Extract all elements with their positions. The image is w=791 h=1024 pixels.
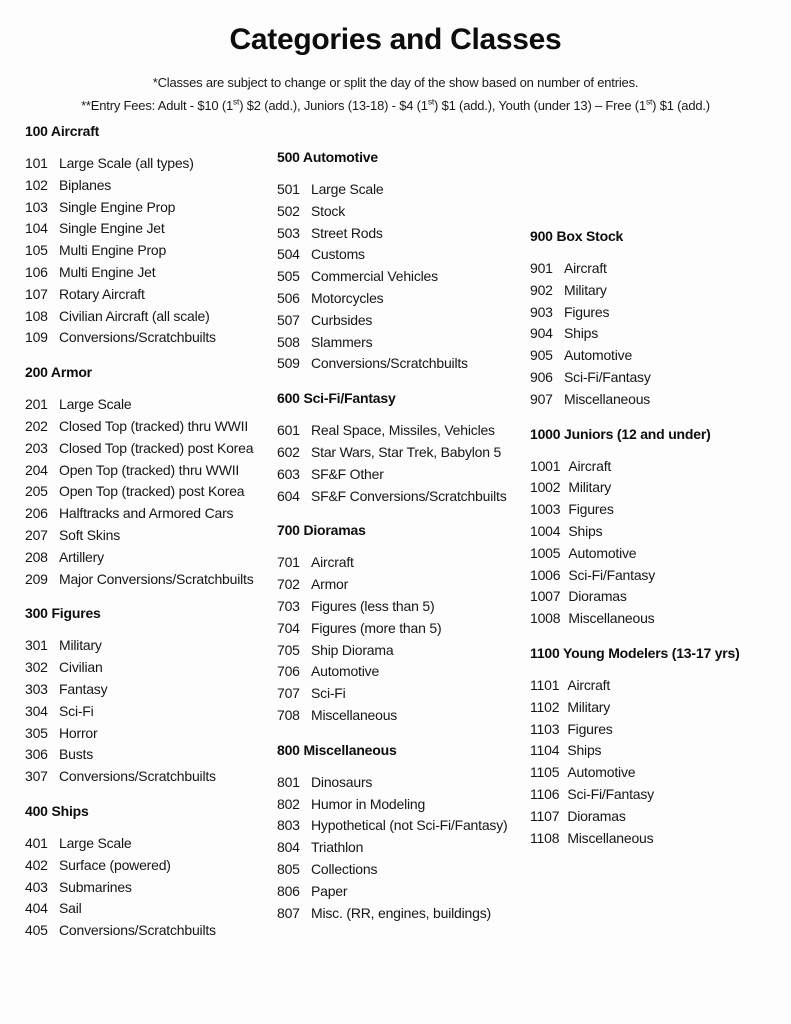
class-label: Open Top (tracked) thru WWII	[59, 461, 240, 478]
class-row	[277, 353, 530, 375]
class-label: Paper	[311, 882, 348, 899]
class-row	[25, 657, 277, 679]
class-label: Multi Engine Prop	[59, 242, 167, 259]
fee-text-segment: ) $2 (add.), Juniors (13-18) - $4 (1	[239, 98, 428, 113]
class-row	[25, 240, 277, 262]
class-row	[25, 153, 277, 175]
class-label: Real Space, Missiles, Vehicles	[311, 422, 495, 439]
class-number: 104	[25, 220, 48, 237]
class-number: 1003	[530, 501, 561, 518]
class-label: Single Engine Prop	[59, 198, 176, 215]
class-label: Sci-Fi	[311, 685, 346, 702]
class-label: Sci-Fi/Fantasy	[564, 368, 651, 385]
class-label: Military	[564, 281, 607, 298]
class-number: 706	[277, 663, 300, 680]
class-label: Armor	[311, 576, 349, 593]
class-number: 1001	[530, 457, 561, 474]
section-heading: 200 Armor	[25, 364, 92, 381]
class-row	[25, 481, 277, 503]
class-row	[25, 920, 277, 942]
class-number: 1107	[530, 807, 560, 824]
class-label: Biplanes	[59, 176, 112, 193]
class-label: Misc. (RR, engines, buildings)	[311, 904, 491, 921]
fee-text-segment: **Entry Fees: Adult - $10 (1	[81, 98, 233, 113]
class-number: 401	[25, 834, 48, 851]
class-row	[277, 683, 530, 705]
class-number: 505	[277, 268, 300, 285]
class-number: 603	[277, 465, 300, 482]
class-label: Curbsides	[311, 311, 373, 328]
class-number: 1007	[530, 588, 561, 605]
class-label: Hypothetical (not Sci-Fi/Fantasy)	[311, 817, 508, 834]
class-number: 906	[530, 368, 553, 385]
section-heading: 700 Dioramas	[277, 522, 366, 539]
class-number: 1104	[530, 742, 560, 759]
class-number: 1005	[530, 544, 561, 561]
class-number: 806	[277, 882, 300, 899]
class-row	[530, 280, 785, 302]
class-row	[277, 574, 530, 596]
class-label: Dioramas	[567, 807, 626, 824]
class-row	[277, 552, 530, 574]
class-row	[530, 719, 785, 741]
class-label: Military	[567, 698, 611, 715]
class-label: Aircraft	[568, 457, 612, 474]
class-number: 601	[277, 422, 300, 439]
class-number: 1004	[530, 522, 561, 539]
class-label: Miscellaneous	[567, 829, 654, 846]
class-row	[277, 640, 530, 662]
class-label: Large Scale (all types)	[59, 155, 194, 171]
class-number: 702	[277, 576, 300, 593]
category-section	[25, 361, 277, 590]
class-label: Street Rods	[311, 224, 383, 241]
class-number: 302	[25, 659, 48, 676]
class-row	[25, 284, 277, 306]
column-right	[530, 225, 785, 861]
class-label: Sci-Fi/Fantasy	[567, 785, 654, 802]
class-label: Conversions/Scratchbuilts	[311, 355, 468, 372]
class-number: 404	[25, 900, 48, 917]
entry-fees-note	[0, 96, 791, 116]
class-row	[25, 525, 277, 547]
class-label: Aircraft	[564, 260, 607, 276]
class-number: 1002	[530, 479, 561, 496]
class-row	[25, 416, 277, 438]
class-label: Miscellaneous	[311, 706, 398, 723]
class-label: Conversions/Scratchbuilts	[59, 329, 216, 346]
class-label: Figures	[568, 501, 614, 518]
class-label: Open Top (tracked) post Korea	[59, 483, 245, 500]
class-number: 602	[277, 443, 300, 460]
class-row	[530, 608, 785, 630]
class-number: 307	[25, 768, 48, 785]
class-number: 804	[277, 839, 300, 856]
class-number: 604	[277, 487, 300, 504]
class-label: Sail	[59, 900, 82, 917]
class-row	[277, 815, 530, 837]
class-number: 701	[277, 554, 300, 571]
class-number: 405	[25, 922, 48, 939]
class-row	[25, 262, 277, 284]
section-heading: 500 Automotive	[277, 149, 378, 165]
class-number: 508	[277, 333, 300, 350]
class-label: Closed Top (tracked) thru WWII	[59, 417, 249, 434]
column-left	[25, 120, 277, 954]
category-section	[277, 387, 530, 507]
class-label: Miscellaneous	[564, 390, 651, 407]
class-row	[530, 367, 785, 389]
class-row	[25, 306, 277, 328]
section-heading: 900 Box Stock	[530, 228, 624, 244]
class-row	[530, 828, 785, 850]
class-number: 803	[277, 817, 300, 834]
class-row	[530, 740, 785, 762]
class-number: 901	[530, 260, 553, 276]
class-number: 1108	[530, 829, 560, 846]
class-label: Conversions/Scratchbuilts	[59, 768, 216, 785]
class-label: Ships	[567, 742, 602, 759]
class-row	[25, 635, 277, 657]
class-number: 1102	[530, 698, 560, 715]
class-number: 403	[25, 878, 48, 895]
class-row	[25, 855, 277, 877]
class-label: Automotive	[567, 764, 636, 781]
class-row	[277, 859, 530, 881]
class-number: 904	[530, 325, 553, 342]
class-number: 509	[277, 355, 300, 372]
class-number: 205	[25, 483, 48, 500]
class-number: 503	[277, 224, 300, 241]
class-row	[277, 486, 530, 508]
class-row	[25, 175, 277, 197]
class-label: Aircraft	[311, 554, 354, 571]
class-number: 203	[25, 439, 48, 456]
section-heading: 1000 Juniors (12 and under)	[530, 425, 711, 442]
class-label: Dioramas	[568, 588, 627, 605]
category-section	[277, 739, 530, 925]
class-row	[530, 389, 785, 411]
class-number: 707	[277, 685, 300, 702]
class-number: 1008	[530, 610, 561, 627]
class-row	[25, 569, 277, 591]
class-row	[25, 766, 277, 788]
class-label: Civilian	[59, 659, 103, 676]
class-number: 907	[530, 390, 553, 407]
class-number: 108	[25, 307, 48, 324]
class-label: Collections	[311, 860, 378, 877]
class-row	[530, 675, 785, 697]
class-number: 201	[25, 396, 48, 413]
page-title: Categories and Classes	[229, 23, 562, 56]
class-label: SF&F Conversions/Scratchbuilts	[311, 487, 507, 504]
class-row	[277, 179, 530, 201]
class-row	[277, 310, 530, 332]
class-label: Figures	[564, 303, 610, 320]
category-section	[530, 642, 785, 849]
class-number: 105	[25, 242, 48, 259]
class-row	[277, 223, 530, 245]
class-number: 807	[277, 904, 300, 921]
section-heading: 600 Sci-Fi/Fantasy	[277, 390, 396, 407]
class-label: Slammers	[311, 333, 373, 350]
class-row	[25, 701, 277, 723]
class-label: Star Wars, Star Trek, Babylon 5	[311, 443, 502, 460]
class-number: 305	[25, 724, 48, 741]
class-row	[277, 244, 530, 266]
class-row	[25, 877, 277, 899]
class-row	[277, 618, 530, 640]
section-heading: 100 Aircraft	[25, 123, 100, 139]
class-number: 303	[25, 680, 48, 697]
class-number: 209	[25, 570, 48, 587]
section-heading: 1100 Young Modelers (13-17 yrs)	[530, 644, 740, 661]
class-row	[277, 705, 530, 727]
class-number: 703	[277, 597, 300, 614]
class-row	[530, 499, 785, 521]
class-number: 206	[25, 505, 48, 522]
class-row	[530, 697, 785, 719]
class-label: Aircraft	[567, 676, 611, 693]
class-number: 1106	[530, 785, 560, 802]
class-label: Large Scale	[59, 834, 132, 851]
class-label: Automotive	[568, 544, 637, 561]
category-section	[530, 423, 785, 630]
class-row	[277, 596, 530, 618]
class-row	[25, 327, 277, 349]
classes-note: *Classes are subject to change or split the day of the show based on number of entries.	[152, 75, 639, 90]
class-row	[277, 794, 530, 816]
class-number: 1006	[530, 566, 561, 583]
class-label: Halftracks and Armored Cars	[59, 505, 234, 522]
class-label: Artillery	[59, 548, 104, 565]
class-row	[277, 420, 530, 442]
class-number: 1103	[530, 720, 560, 737]
class-label: Military	[568, 479, 612, 496]
category-section	[25, 602, 277, 788]
class-label: Major Conversions/Scratchbuilts	[59, 570, 254, 587]
class-label: Figures	[567, 720, 613, 737]
fee-text-segment: ) $1 (add.), Youth (under 13) – Free (1	[434, 98, 646, 113]
class-number: 102	[25, 176, 48, 193]
class-label: Ships	[568, 522, 603, 539]
class-number: 101	[25, 155, 48, 171]
class-number: 805	[277, 860, 300, 877]
class-row	[25, 460, 277, 482]
class-label: SF&F Other	[311, 465, 384, 482]
class-row	[530, 345, 785, 367]
class-row	[530, 521, 785, 543]
class-number: 202	[25, 417, 48, 434]
class-row	[530, 477, 785, 499]
class-number: 705	[277, 641, 300, 658]
class-row	[530, 806, 785, 828]
class-number: 304	[25, 702, 48, 719]
class-row	[25, 503, 277, 525]
class-number: 504	[277, 246, 300, 263]
class-label: Fantasy	[59, 680, 108, 697]
class-number: 301	[25, 637, 48, 654]
class-label: Dinosaurs	[311, 773, 373, 790]
class-row	[530, 323, 785, 345]
class-row	[277, 881, 530, 903]
class-label: Figures (more than 5)	[311, 619, 442, 636]
class-label: Submarines	[59, 878, 132, 895]
class-row	[277, 442, 530, 464]
class-row	[277, 837, 530, 859]
class-label: Rotary Aircraft	[59, 285, 145, 302]
class-row	[277, 772, 530, 794]
class-row	[277, 266, 530, 288]
class-number: 107	[25, 285, 48, 302]
class-row	[25, 833, 277, 855]
class-label: Busts	[59, 746, 94, 763]
ordinal-superscript: st	[233, 96, 240, 107]
class-row	[530, 456, 785, 478]
category-section	[25, 800, 277, 942]
class-number: 501	[277, 181, 300, 197]
class-label: Civilian Aircraft (all scale)	[59, 307, 210, 324]
class-number: 507	[277, 311, 300, 328]
class-label: Large Scale	[311, 181, 384, 197]
class-row	[25, 744, 277, 766]
class-row	[530, 784, 785, 806]
class-row	[530, 586, 785, 608]
class-label: Humor in Modeling	[311, 795, 426, 812]
class-number: 208	[25, 548, 48, 565]
class-row	[277, 332, 530, 354]
class-label: Sci-Fi/Fantasy	[568, 566, 656, 583]
class-label: Ships	[564, 325, 599, 342]
class-label: Figures (less than 5)	[311, 597, 435, 614]
section-heading: 800 Miscellaneous	[277, 741, 397, 758]
class-label: Triathlon	[311, 839, 364, 856]
class-number: 902	[530, 281, 553, 298]
class-label: Stock	[311, 202, 346, 219]
class-row	[277, 288, 530, 310]
class-label: Soft Skins	[59, 526, 121, 543]
class-row	[530, 762, 785, 784]
class-number: 109	[25, 329, 48, 346]
class-label: Ship Diorama	[311, 641, 394, 658]
category-section	[530, 225, 785, 411]
class-label: Surface (powered)	[59, 856, 171, 873]
class-row	[25, 679, 277, 701]
class-row	[277, 903, 530, 925]
class-label: Miscellaneous	[568, 610, 655, 627]
class-label: Motorcycles	[311, 289, 384, 306]
column-middle	[277, 146, 530, 936]
class-number: 1105	[530, 764, 560, 781]
class-label: Automotive	[564, 347, 633, 364]
class-number: 802	[277, 795, 300, 812]
class-number: 306	[25, 746, 48, 763]
class-label: Commercial Vehicles	[311, 268, 438, 285]
class-row	[277, 201, 530, 223]
class-label: Automotive	[311, 663, 380, 680]
class-label: Sci-Fi	[59, 702, 94, 719]
ordinal-superscript: st	[645, 96, 653, 107]
class-number: 402	[25, 856, 48, 873]
class-row	[25, 438, 277, 460]
class-row	[530, 258, 785, 280]
class-number: 704	[277, 619, 300, 636]
class-row	[25, 218, 277, 240]
class-number: 506	[277, 289, 300, 306]
class-number: 801	[277, 773, 300, 790]
class-label: Military	[59, 637, 102, 654]
class-row	[277, 464, 530, 486]
class-row	[25, 898, 277, 920]
class-number: 1101	[530, 676, 560, 693]
class-label: Multi Engine Jet	[59, 263, 156, 280]
class-row	[25, 547, 277, 569]
class-number: 708	[277, 706, 300, 723]
class-number: 106	[25, 263, 48, 280]
class-row	[25, 394, 277, 416]
class-number: 103	[25, 198, 48, 215]
class-label: Horror	[59, 724, 98, 741]
class-row	[530, 565, 785, 587]
category-section	[277, 519, 530, 726]
class-label: Customs	[311, 246, 365, 263]
class-number: 905	[530, 347, 553, 364]
category-section	[25, 120, 277, 349]
section-heading: 300 Figures	[25, 605, 101, 622]
class-label: Closed Top (tracked) post Korea	[59, 439, 254, 456]
class-row	[530, 543, 785, 565]
class-row	[25, 723, 277, 745]
ordinal-superscript: st	[427, 96, 435, 107]
fee-text-segment: ) $1 (add.)	[652, 98, 710, 113]
class-label: Conversions/Scratchbuilts	[59, 922, 216, 939]
class-row	[277, 661, 530, 683]
class-label: Single Engine Jet	[59, 220, 165, 237]
section-heading: 400 Ships	[25, 802, 89, 819]
class-label: Large Scale	[59, 396, 132, 413]
class-number: 903	[530, 303, 553, 320]
class-row	[25, 197, 277, 219]
class-number: 502	[277, 202, 300, 219]
class-number: 204	[25, 461, 48, 478]
class-number: 207	[25, 526, 48, 543]
class-row	[530, 302, 785, 324]
category-section	[277, 146, 530, 375]
